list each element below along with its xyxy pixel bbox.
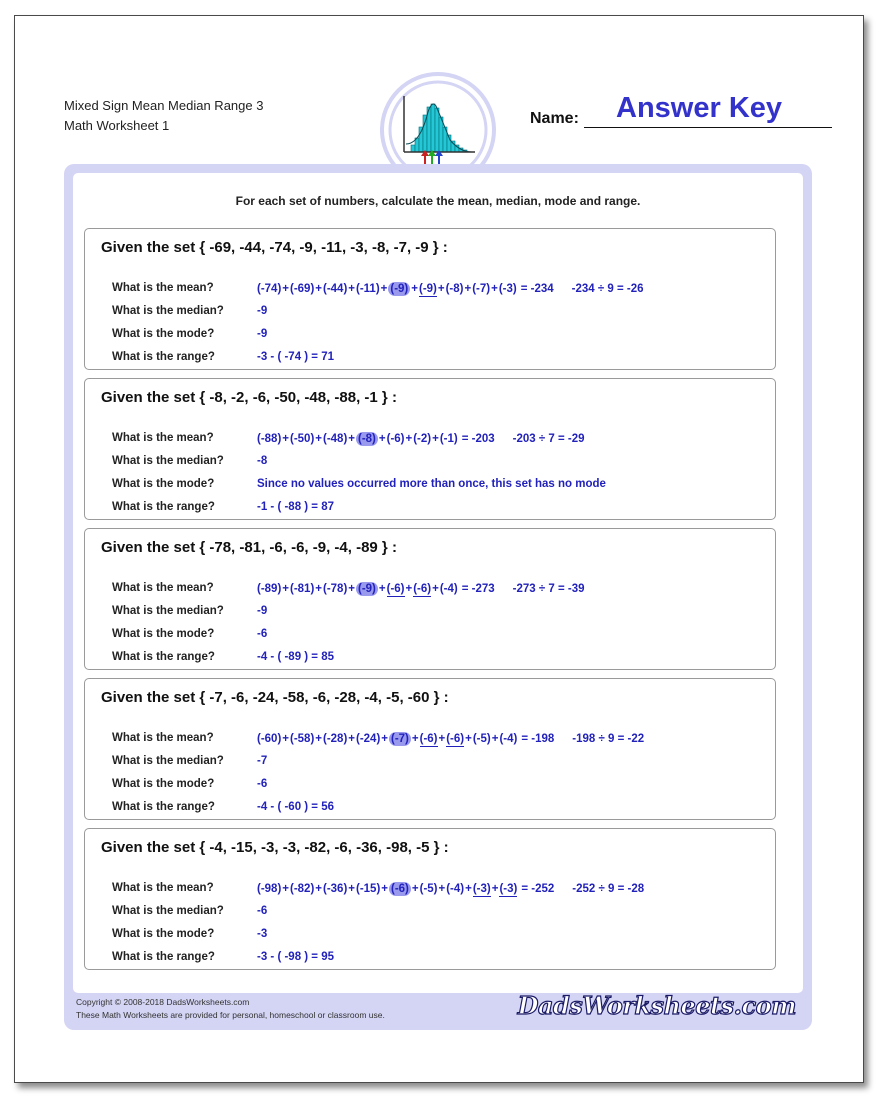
given-set: Given the set { -4, -15, -3, -3, -82, -6, -36, -98, -5 } : <box>101 839 449 856</box>
given-set: Given the set { -69, -44, -74, -9, -11, -3, -8, -7, -9 } : <box>101 239 448 256</box>
worksheet-title <box>64 96 263 136</box>
sum-term: (-3) <box>498 283 517 295</box>
mean-answer <box>257 582 585 597</box>
mean-division: -234 ÷ 9 = -26 <box>571 283 644 295</box>
mode-term: (-6) <box>413 583 432 595</box>
median-question: What is the median? <box>112 605 224 617</box>
range-question: What is the range? <box>112 501 215 513</box>
mode-answer: -6 <box>257 778 268 790</box>
plus-sign: + <box>411 283 418 295</box>
sum-result: = -203 <box>461 433 495 445</box>
median-term: (-7) <box>391 733 409 745</box>
sum-term: (-7) <box>472 283 491 295</box>
median-answer: -6 <box>257 905 268 917</box>
sum-result: = -198 <box>521 733 555 745</box>
median-question: What is the median? <box>112 305 224 317</box>
mean-question: What is the mean? <box>112 432 214 444</box>
range-question: What is the range? <box>112 651 215 663</box>
plus-sign: + <box>378 433 386 445</box>
plus-sign: + <box>411 733 419 745</box>
plus-sign: + <box>438 883 446 895</box>
median-answer: -7 <box>257 755 268 767</box>
problem-box <box>84 828 776 970</box>
plus-sign: + <box>282 433 289 445</box>
plus-sign: + <box>432 433 439 445</box>
median-question: What is the median? <box>112 905 224 917</box>
mean-question: What is the mean? <box>112 582 214 594</box>
plus-sign: + <box>491 733 499 745</box>
mode-question: What is the mode? <box>112 628 215 640</box>
sum-term: (-4) <box>499 733 518 745</box>
plus-sign: + <box>381 883 388 895</box>
dadsworksheets-logo[interactable]: DadsWorksheets.com <box>517 991 796 1020</box>
problem-box <box>84 228 776 370</box>
plus-sign: + <box>315 433 322 445</box>
plus-sign: + <box>437 283 445 295</box>
sum-term: (-28) <box>323 733 348 745</box>
usage-notice: These Math Worksheets are provided for personal, homeschool or classroom use. <box>76 1010 385 1020</box>
sum-term: (-98) <box>257 883 282 895</box>
plus-sign: + <box>282 283 289 295</box>
sum-term: (-78) <box>323 583 348 595</box>
name-underline <box>584 127 832 128</box>
plus-sign: + <box>282 883 289 895</box>
sum-term: (-5) <box>419 883 438 895</box>
sum-term: (-82) <box>290 883 315 895</box>
mode-answer: -6 <box>257 628 268 640</box>
plus-sign: + <box>464 283 472 295</box>
plus-sign: + <box>381 733 388 745</box>
sum-result: = -234 <box>520 283 554 295</box>
mode-question: What is the mode? <box>112 328 215 340</box>
mode-question: What is the mode? <box>112 778 215 790</box>
problem-box <box>84 528 776 670</box>
plus-sign: + <box>405 433 413 445</box>
mean-answer <box>257 882 644 897</box>
sum-term: (-60) <box>257 733 282 745</box>
sum-term: (-48) <box>323 433 348 445</box>
mode-term: (-6) <box>386 583 405 595</box>
sum-term: (-5) <box>472 733 491 745</box>
plus-sign: + <box>348 433 355 445</box>
range-answer: -1 - ( -88 ) = 87 <box>257 501 335 513</box>
plus-sign: + <box>348 583 355 595</box>
mean-answer <box>257 432 585 446</box>
mode-answer: Since no values occurred more than once, this set has no mode <box>257 478 606 490</box>
sum-term: (-58) <box>290 733 315 745</box>
plus-sign: + <box>315 583 322 595</box>
name-label: Name: <box>530 110 579 127</box>
mean-question: What is the mean? <box>112 882 214 894</box>
sum-term: (-2) <box>413 433 432 445</box>
mean-division: -252 ÷ 9 = -28 <box>572 883 645 895</box>
mode-term: (-6) <box>446 733 465 745</box>
range-question: What is the range? <box>112 351 215 363</box>
plus-sign: + <box>315 733 322 745</box>
given-set: Given the set { -7, -6, -24, -58, -6, -28, -4, -5, -60 } : <box>101 689 449 706</box>
instructions: For each set of numbers, calculate the mean, median, mode and range. <box>235 194 641 208</box>
range-answer: -4 - ( -89 ) = 85 <box>257 651 335 663</box>
sum-term: (-44) <box>323 283 348 295</box>
mean-division: -203 ÷ 7 = -29 <box>512 433 585 445</box>
mean-answer <box>257 282 643 297</box>
median-answer: -8 <box>257 455 268 467</box>
range-answer: -3 - ( -98 ) = 95 <box>257 951 335 963</box>
plus-sign: + <box>491 283 498 295</box>
problem-box <box>84 378 776 520</box>
sum-result: = -273 <box>461 583 495 595</box>
plus-sign: + <box>411 883 419 895</box>
median-term: (-6) <box>391 883 409 895</box>
plus-sign: + <box>378 583 386 595</box>
plus-sign: + <box>315 883 322 895</box>
plus-sign: + <box>380 283 388 295</box>
mode-question: What is the mode? <box>112 928 215 940</box>
range-question: What is the range? <box>112 801 215 813</box>
sum-term: (-89) <box>257 583 282 595</box>
mean-division: -273 ÷ 7 = -39 <box>512 583 585 595</box>
sum-term: (-88) <box>257 433 282 445</box>
mode-answer: -9 <box>257 328 268 340</box>
footer-copyright <box>76 996 385 1022</box>
given-set: Given the set { -78, -81, -6, -6, -9, -4, -89 } : <box>101 539 397 556</box>
plus-sign: + <box>465 883 472 895</box>
sum-term: (-24) <box>356 733 381 745</box>
name-field <box>530 92 832 128</box>
plus-sign: + <box>348 733 355 745</box>
sum-term: (-1) <box>439 433 458 445</box>
plus-sign: + <box>432 583 439 595</box>
mode-term: (-6) <box>419 733 438 745</box>
median-term: (-9) <box>390 283 409 295</box>
plus-sign: + <box>282 583 289 595</box>
median-term: (-9) <box>358 583 376 595</box>
median-question: What is the median? <box>112 455 224 467</box>
given-set: Given the set { -8, -2, -6, -50, -48, -88, -1 } : <box>101 389 397 406</box>
mode-answer: -3 <box>257 928 268 940</box>
plus-sign: + <box>465 733 472 745</box>
sum-term: (-11) <box>356 283 380 295</box>
range-answer: -3 - ( -74 ) = 71 <box>257 351 335 363</box>
title-line-1: Mixed Sign Mean Median Range 3 <box>64 98 264 113</box>
worksheet-frame <box>64 164 812 1030</box>
problem-box <box>84 678 776 820</box>
sum-term: (-15) <box>356 883 381 895</box>
range-answer: -4 - ( -60 ) = 56 <box>257 801 335 813</box>
sum-term: (-4) <box>439 583 458 595</box>
range-question: What is the range? <box>112 951 215 963</box>
mode-term: (-3) <box>472 883 491 895</box>
mean-answer <box>257 732 644 747</box>
title-line-2: Math Worksheet 1 <box>64 118 170 133</box>
mode-term: (-9) <box>418 283 437 295</box>
mode-term: (-3) <box>499 883 518 895</box>
sum-term: (-69) <box>290 283 315 295</box>
median-question: What is the median? <box>112 755 224 767</box>
plus-sign: + <box>315 283 322 295</box>
sum-term: (-6) <box>386 433 405 445</box>
sum-result: = -252 <box>521 883 555 895</box>
mean-question: What is the mean? <box>112 282 214 294</box>
sum-term: (-36) <box>323 883 348 895</box>
copyright-text: Copyright © 2008-2018 DadsWorksheets.com <box>76 997 250 1007</box>
mean-division: -198 ÷ 9 = -22 <box>572 733 645 745</box>
plus-sign: + <box>348 283 355 295</box>
sum-term: (-8) <box>445 283 464 295</box>
plus-sign: + <box>282 733 289 745</box>
plus-sign: + <box>438 733 446 745</box>
median-answer: -9 <box>257 605 268 617</box>
sum-term: (-74) <box>257 283 282 295</box>
mean-question: What is the mean? <box>112 732 214 744</box>
plus-sign: + <box>405 583 413 595</box>
plus-sign: + <box>491 883 499 895</box>
mode-question: What is the mode? <box>112 478 215 490</box>
plus-sign: + <box>348 883 355 895</box>
sum-term: (-4) <box>446 883 465 895</box>
sum-term: (-50) <box>290 433 315 445</box>
median-term: (-8) <box>358 433 376 445</box>
median-answer: -9 <box>257 305 268 317</box>
answer-key-title: Answer Key <box>616 92 783 124</box>
sum-term: (-81) <box>290 583 315 595</box>
